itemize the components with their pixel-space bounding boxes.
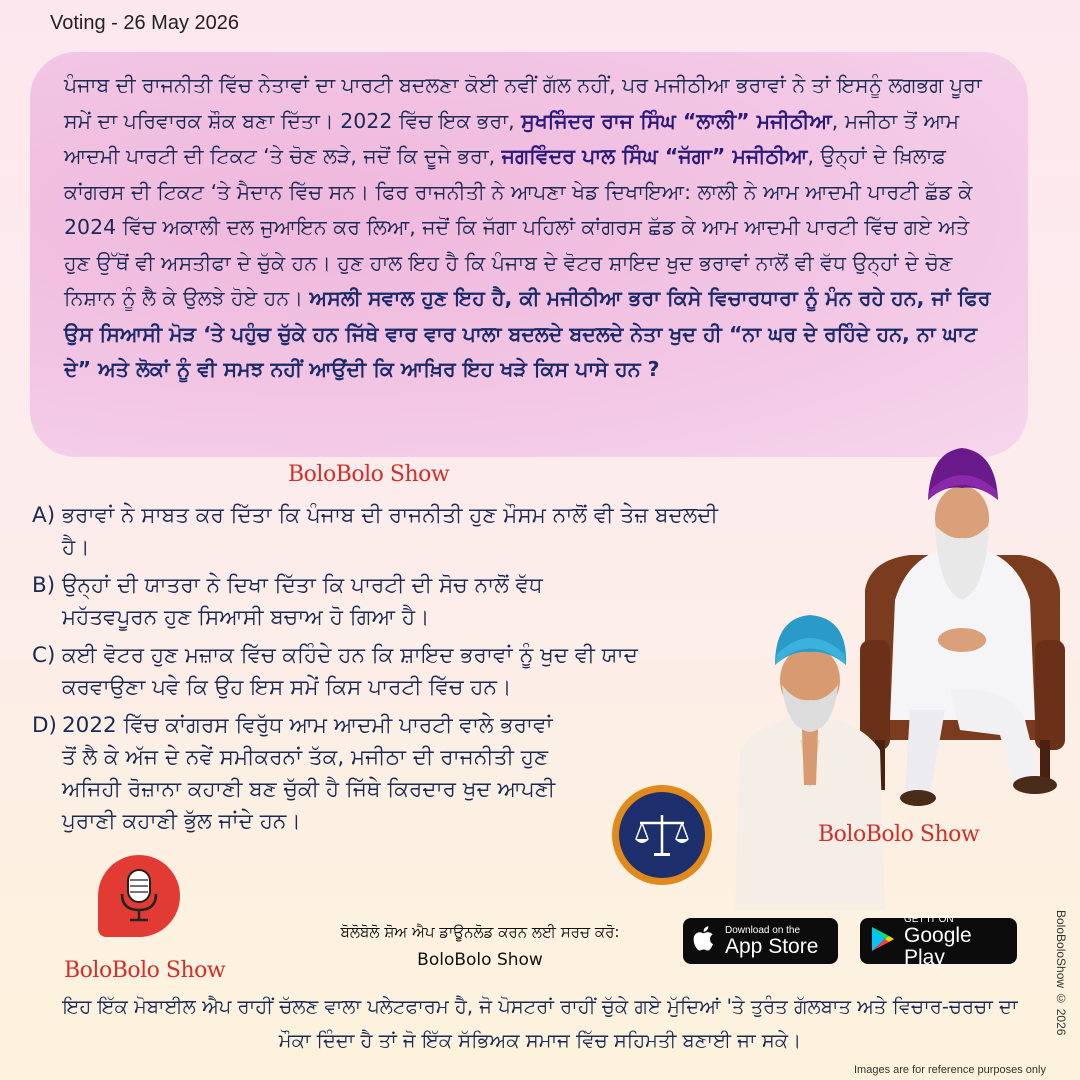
card-text-part3: , ਉਨ੍ਹਾਂ ਦੇ ਖ਼ਿਲਾਫ਼ ਕਾਂਗਰਸ ਦੀ ਟਿਕਟ ‘ਤੇ ਮੈਦਾਨ ਵਿੱਚ ਸਨ। ਫਿਰ ਰਾਜਨੀਤੀ ਨੇ ਆਪਣਾ ਖੇਡ ਦਿਖਾਇਆ: ਲਾਲੀ ਨੇ ਆਮ ਆਦਮੀ ਪਾਰਟੀ ਛੱਡ ਕੇ 2024 ਵਿੱਚ ਅਕਾਲੀ ਦਲ ਜੁਆਇਨ ਕਰ ਲਿਆ, ਜਦੋਂ ਕਿ ਜੱਗਾ ਪਹਿਲਾਂ ਕਾਂਗਰਸ ਛੱਡ ਕੇ ਆਮ ਆਦਮੀ ਪਾਰਟੀ ਵਿੱਚ ਗਏ ਅਤੇ ਹੁਣ ਉੱਥੋਂ ਵੀ ਅਸਤੀਫਾ ਦੇ ਚੁੱਕੇ ਹਨ। ਹੁਣ ਹਾਲ ਇਹ ਹੈ ਕਿ ਪੰਜਾਬ ਦੇ ਵੋਟਰ ਸ਼ਾਇਦ ਖੁਦ ਭਰਾਵਾਂ ਨਾਲੋਂ ਵੀ ਵੱਧ ਉਨ੍ਹਾਂ ਦੇ ਚੋਣ ਨਿਸ਼ਾਨ ਨੂੰ ਲੈ ਕੇ ਉਲਝੇ ਹੋਏ ਹਨ। xyxy=(64,144,973,310)
option-text: ਕਈ ਵੋਟਰ ਹੁਣ ਮਜ਼ਾਕ ਵਿੱਚ ਕਹਿੰਦੇ ਹਨ ਕਿ ਸ਼ਾਇਦ ਭਰਾਵਾਂ ਨੂੰ ਖੁਦ ਵੀ ਯਾਦ ਕਰਵਾਉਣਾ ਪਵੇ ਕਿ ਉਹ ਇਸ ਸਮੇਂ ਕਿਸ ਪਾਰਟੀ ਵਿੱਚ ਹਨ। xyxy=(62,643,638,700)
scales-of-justice-icon xyxy=(612,785,712,885)
appstore-big-label: App Store xyxy=(725,934,819,958)
download-instructions xyxy=(300,918,660,974)
app-store-button[interactable] xyxy=(683,918,838,964)
option-key: D) xyxy=(32,713,57,738)
option-key: B) xyxy=(32,573,56,598)
microphone-icon xyxy=(98,855,180,937)
google-play-button[interactable] xyxy=(860,913,1017,969)
brand-watermark-top: BoloBolo Show xyxy=(288,462,450,487)
main-question: ਅਸਲੀ ਸਵਾਲ ਹੁਣ ਇਹ ਹੈ, ਕੀ ਮਜੀਠੀਆ ਭਰਾ ਕਿਸੇ ਵਿਚਾਰਧਾਰਾ ਨੂੰ ਮੰਨ ਰਹੇ ਹਨ, ਜਾਂ ਫਿਰ ਉਸ ਸਿਆਸੀ ਮੋੜ ‘ਤੇ ਪਹੁੰਚ ਚੁੱਕੇ ਹਨ ਜਿੱਥੇ ਵਾਰ ਵਾਰ ਪਾਲਾ ਬਦਲਦੇ ਬਦਲਦੇ ਨੇਤਾ ਖੁਦ ਹੀ “ਨਾ ਘਰ ਦੇ ਰਹਿੰਦੇ ਹਨ, ਨਾ ਘਾਟ ਦੇ” ਅਤੇ ਲੋਕਾਂ ਨੂੰ ਵੀ ਸਮਝ ਨਹੀਂ ਆਉਂਦੀ ਕਿ ਆਖ਼ਿਰ ਇਹ ਖੜੇ ਕਿਸ ਪਾਸੇ ਹਨ ? xyxy=(64,286,991,381)
option-text: 2022 ਵਿੱਚ ਕਾਂਗਰਸ ਵਿਰੁੱਧ ਆਮ ਆਦਮੀ ਪਾਰਟੀ ਵਾਲੇ ਭਰਾਵਾਂ ਤੋਂ ਲੈ ਕੇ ਅੱਜ ਦੇ ਨਵੇਂ ਸਮੀਕਰਨਾਂ ਤੱਕ, ਮਜੀਠਾ ਦੀ ਰਾਜਨੀਤੀ ਹੁਣ ਅਜਿਹੀ ਰੋਜ਼ਾਨਾ ਕਹਾਣੀ ਬਣ ਚੁੱਕੀ ਹੈ ਜਿੱਥੇ ਕਿਰਦਾਰ ਖੁਦ ਆਪਣੀ ਪੁਰਾਣੀ ਕਹਾਣੀ ਭੁੱਲ ਜਾਂਦੇ ਹਨ। xyxy=(62,713,556,834)
card-text xyxy=(64,68,994,388)
question-card xyxy=(30,52,1028,457)
option-c[interactable] xyxy=(32,640,732,704)
app-name: BoloBolo Show xyxy=(417,950,543,970)
option-key: A) xyxy=(32,503,56,528)
namaste-leader-illustration xyxy=(730,610,890,910)
date-label: Voting - 26 May 2026 xyxy=(50,12,240,34)
google-play-icon xyxy=(870,925,896,958)
options-list xyxy=(32,500,732,844)
card-text-part2: , ਮਜੀਠਾ ਤੋਂ ਆਮ ਆਦਮੀ ਪਾਰਟੀ ਦੀ ਟਿਕਟ ‘ਤੇ ਚੋਣ ਲੜੇ, ਜਦੋਂ ਕਿ ਦੂਜੇ ਭਰਾ, xyxy=(64,108,960,168)
brand-watermark-right: BoloBolo Show xyxy=(818,822,980,847)
reference-note: Images are for reference purposes only xyxy=(854,1064,1046,1076)
option-a[interactable] xyxy=(32,500,732,564)
brand-logo-text: BoloBolo Show xyxy=(64,958,226,983)
card-text-part1: ਪੰਜਾਬ ਦੀ ਰਾਜਨੀਤੀ ਵਿੱਚ ਨੇਤਾਵਾਂ ਦਾ ਪਾਰਟੀ ਬਦਲਣਾ ਕੋਈ ਨਵੀਂ ਗੱਲ ਨਹੀਂ, ਪਰ ਮਜੀਠੀਆ ਭਰਾਵਾਂ ਨੇ ਤਾਂ ਇਸਨੂੰ ਲਗਭਗ ਪੂਰਾ ਸਮੇਂ ਦਾ ਪਰਿਵਾਰਕ ਸ਼ੌਕ ਬਣਾ ਦਿੱਤਾ। 2022 ਵਿੱਚ ਇਕ ਭਰਾ, xyxy=(64,73,982,133)
option-text: ਭਰਾਵਾਂ ਨੇ ਸਾਬਤ ਕਰ ਦਿੱਤਾ ਕਿ ਪੰਜਾਬ ਦੀ ਰਾਜਨੀਤੀ ਹੁਣ ਮੌਸਮ ਨਾਲੋਂ ਵੀ ਤੇਜ਼ ਬਦਲਦੀ ਹੈ। xyxy=(62,503,718,560)
play-small-label: GET IT ON xyxy=(904,913,954,925)
name-lali: ਸੁਖਜਿੰਦਰ ਰਾਜ ਸਿੰਘ “ਲਾਲੀ” ਮਜੀਠੀਆ xyxy=(521,108,832,133)
footer-description: ਇਹ ਇੱਕ ਮੋਬਾਈਲ ਐਪ ਰਾਹੀਂ ਚੱਲਣ ਵਾਲਾ ਪਲੇਟਫਾਰਮ ਹੈ, ਜੋ ਪੋਸਟਰਾਂ ਰਾਹੀਂ ਚੁੱਕੇ ਗਏ ਮੁੱਦਿਆਂ 'ਤੇ ਤੁਰੰਤ ਗੱਲਬਾਤ ਅਤੇ ਵਿਚਾਰ-ਚਰਚਾ ਦਾ ਮੌਕਾ ਦਿੰਦਾ ਹੈ ਤਾਂ ਜੋ ਇੱਕ ਸੱਭਿਅਕ ਸਮਾਜ ਵਿੱਚ ਸਹਿਮਤੀ ਬਣਾਈ ਜਾ ਸਕੇ। xyxy=(62,995,1018,1052)
option-key: C) xyxy=(32,643,56,668)
option-b[interactable] xyxy=(32,570,732,634)
name-jagga: ਜਗਵਿੰਦਰ ਪਾਲ ਸਿੰਘ “ਜੱਗਾ” ਮਜੀਠੀਆ xyxy=(501,144,808,168)
download-prompt: ਬੋਲੋਬੋਲੋ ਸ਼ੋਅ ਐਪ ਡਾਊਨਲੋਡ ਕਰਨ ਲਈ ਸਰਚ ਕਰੋ: xyxy=(340,923,620,941)
appstore-small-label: Download on the xyxy=(725,924,801,936)
play-big-label: Google Play xyxy=(904,923,972,969)
copyright-vertical: BoloBoloShow © 2026 xyxy=(1054,910,1068,1036)
apple-icon xyxy=(693,924,717,959)
option-text: ਉਨ੍ਹਾਂ ਦੀ ਯਾਤਰਾ ਨੇ ਦਿਖਾ ਦਿੱਤਾ ਕਿ ਪਾਰਟੀ ਦੀ ਸੋਚ ਨਾਲੋਂ ਵੱਧ ਮਹੱਤਵਪੂਰਨ ਹੁਣ ਸਿਆਸੀ ਬਚਾਅ ਹੋ ਗਿਆ ਹੈ। xyxy=(62,573,543,630)
